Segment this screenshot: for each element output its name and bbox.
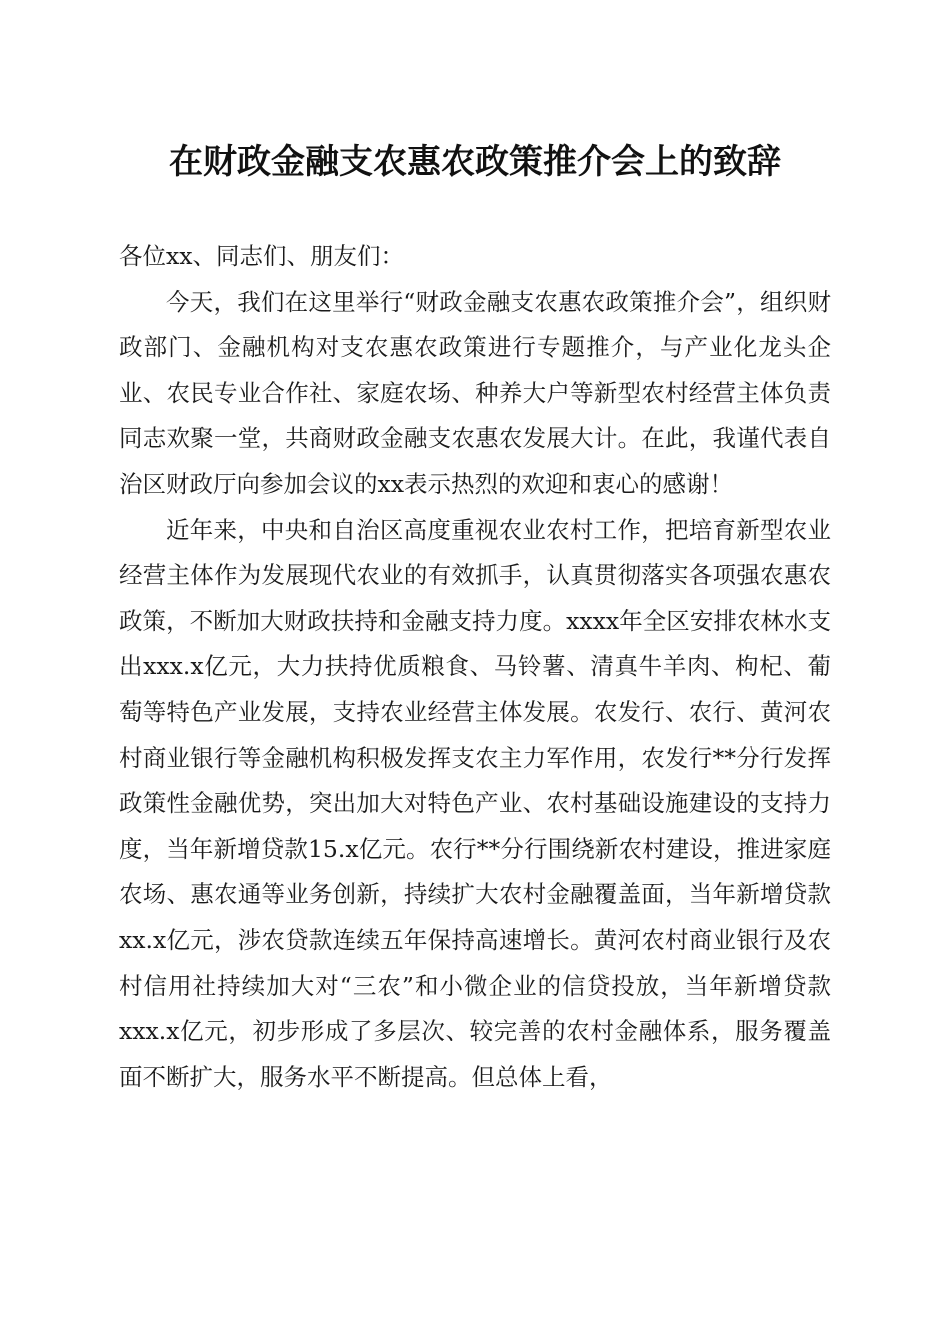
document-body xyxy=(119,234,831,1100)
document-title: 在财政金融支农惠农政策推介会上的致辞 xyxy=(169,142,781,182)
paragraph-welcome: 今天，我们在这里举行“财政金融支农惠农政策推介会”，组织财政部门、金融机构对支农惠农政策进行专题推介，与产业化龙头企业、农民专业合作社、家庭农场、种养大户等新型农村经营主体负责同志欢聚一堂，共商财政金融支农惠农发展大计。在此，我谨代表自治区财政厅向参加会议的xx表示热烈的欢迎和衷心的感谢！ xyxy=(119,287,831,498)
salutation: 各位xx、同志们、朋友们： xyxy=(119,242,405,270)
paragraph-background: 近年来，中央和自治区高度重视农业农村工作，把培育新型农业经营主体作为发展现代农业的有效抓手，认真贯彻落实各项强农惠农政策，不断加大财政扶持和金融支持力度。xxxx年全区安排农林水支出xxx.x亿元，大力扶持优质粮食、马铃薯、清真牛羊肉、枸杞、葡萄等特色产业发展，支持农业经营主体发展。农发行、农行、黄河农村商业银行等金融机构积极发挥支农主力军作用，农发行**分行发挥政策性金融优势，突出加大对特色产业、农村基础设施建设的支持力度，当年新增贷款15.x亿元。农行**分行围绕新农村建设，推进家庭农场、惠农通等业务创新，持续扩大农村金融覆盖面，当年新增贷款xx.x亿元，涉农贷款连续五年保持高速增长。黄河农村商业银行及农村信用社持续加大对“三农”和小微企业的信贷投放，当年新增贷款xxx.x亿元，初步形成了多层次、较完善的农村金融体系，服务覆盖面不断扩大，服务水平不断提高。但总体上看， xyxy=(119,515,831,1091)
